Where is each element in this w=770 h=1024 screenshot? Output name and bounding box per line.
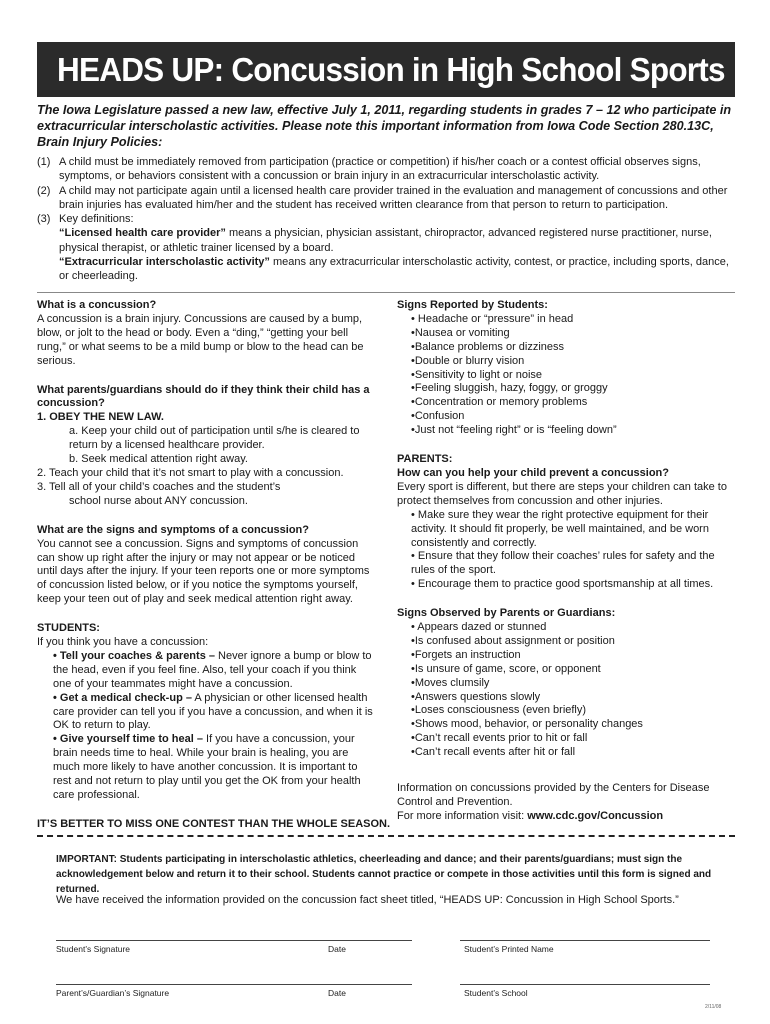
definition-item: “Extracurricular interscholastic activity” means any extracurricular interscholastic activity, contest, or practice, including sports, dance, or cheerleading. [59,256,729,283]
cut-line [37,835,735,837]
list-item: •Feeling sluggish, hazy, foggy, or groggy [411,382,608,395]
section-heading: STUDENTS: [37,622,100,635]
observed-section [397,607,737,760]
info-section: Information on concussions provided by the Centers for Disease Control and Prevention. For more information visit: www.cdc.gov/Concussion [397,782,710,822]
parents-action-section: What parents/guardians should do if they think their child has a concussion? 1. OBEY THE NEW LAW. a. Keep your child out of participation until s/he is cleared to return by a licensed healthcare provider. b. Seek medical attention right away. 2. Teach your child that it’s not smart to play with a concussion. 3. Tell all of your child’s coaches and the student’s school nurse about ANY concussion. [37,384,377,509]
list-item: • Ensure that they follow their coaches’ rules for safety and the rules of the sport. [411,550,715,577]
right-column [397,299,737,824]
intro-text: The Iowa Legislature passed a new law, effective July 1, 2011, regarding students in grades 7 – 12 who participate in extracurricular interscholastic activities. Please note this important information from Iowa Code Section 280.13C, Brain Injury Policies: [37,103,732,149]
cdc-link[interactable]: www.cdc.gov/Concussion [527,809,664,822]
prevent-section: PARENTS: How can you help your child prevent a concussion? Every sport is different, but there are steps your children can take to protect themselves from concussion and other injuries. • Make sure they wear the right protective equipment for their activity. It should fit properly, be well maintained, and be worn consistently and correctly. • Ensure that they follow their coaches’ rules for safety and the rules of the sport. • Encourage them to practice good sportsmanship at all times. [397,453,737,592]
title-banner [37,42,735,97]
list-item: •Nausea or vomiting [411,326,510,339]
what-is-section: What is a concussion? A concussion is a brain injury. Concussions are caused by a bump, blow, or jolt to the head or body. Even a “ding,” “getting your bell rung,” or what seems to be a mild bump or blow to the head can be serious. [37,299,377,369]
section-divider [37,292,735,293]
list-item: • Get a medical check-up – A physician or other licensed health care provider can tell you if you have a concussion, and when it is OK to return to play. [53,691,373,732]
list-item: • Appears dazed or stunned [411,621,547,634]
student-printed-name-label: Student’s Printed Name [464,944,554,954]
date-label: Date [328,988,346,998]
students-section: STUDENTS: If you think you have a concussion: • Tell your coaches & parents – Never ignore a bump or blow to the head, even if you feel fine. Also, tell your coach if you think one of your teammates might have a concussion. • Get a medical check-up – A physician or other licensed health care provider can tell you if you have a concussion, and when it is OK to return to play. • Give yourself time to heal – If you have a concussion, your brain needs time to heal. While your brain is healing, you are much more likely to have another concussion. It is important to rest and not return to play until you get the OK from your health care professional. [37,622,377,803]
form-code: 2/11/08 [705,1004,722,1010]
policy-item: (2) A child may not participate again until a licensed health care provider trained in the evaluation and management of concussions and other brain injuries has evaluated him/her and the student has received written clearance from that person to return to participation. [37,184,728,211]
list-item: •Is confused about assignment or position [411,634,615,647]
section-heading: What is a concussion? [37,299,157,311]
section-heading: PARENTS: [397,453,453,466]
list-item: •Double or blurry vision [411,354,525,367]
student-signature-label: Student’s Signature [56,944,131,954]
left-column [37,299,377,803]
student-school-label: Student’s School [464,988,528,998]
list-item: •Confusion [411,410,465,423]
section-heading: How can you help your child prevent a concussion? [397,466,669,479]
list-item: •Moves clumsily [411,676,490,689]
list-item: •Just not “feeling right” or is “feeling down” [411,424,617,437]
received-statement: We have received the information provided on the concussion fact sheet titled, “HEADS UP: Concussion in High School Sports.” [56,894,679,906]
page-title: HEADS UP: Concussion in High School Sports [57,51,725,88]
list-item: •Concentration or memory problems [411,396,588,409]
list-item: • Make sure they wear the right protective equipment for their activity. It should fit properly, be well maintained, and be worn consistently and correctly. [411,508,709,549]
important-notice: IMPORTANT: Students participating in interscholastic athletics, cheerleading and dance; and their parents/guardians; must sign the acknowledgement below and return it to their school. Students cannot practice or compete in those activities until this form is signed and returned. [56,854,712,895]
list-item: •Balance problems or dizziness [411,340,565,353]
list-item: • Encourage them to practice good sportsmanship at all times. [411,578,714,591]
section-heading: Signs Observed by Parents or Guardians: [397,607,616,620]
parent-signature-line[interactable] [56,984,412,985]
policy-list [37,155,737,284]
definition-item: “Licensed health care provider” means a physician, physician assistant, chiropractor, advanced registered nurse practitioner, nurse, physical therapist, or athletic trainer licensed by a board. [59,227,712,254]
student-printed-name-line[interactable] [460,940,710,941]
list-item: • Give yourself time to heal – If you have a concussion, your brain needs time to heal. While your brain is healing, you are much more likely to have another concussion. It is important to rest and not return to play until you get the OK from your health care professional. [53,733,361,801]
policy-item: (3) Key definitions: “Licensed health care provider” means a physician, physician assistant, chiropractor, advanced registered nurse practitioner, nurse, physical therapist, or athletic trainer licensed by a board. “Extracurricular interscholastic activity” means any extracurricular interscholastic activity, contest, or practice, including sports, dance, or cheerleading. [37,212,737,283]
section-heading: What parents/guardians should do if they think their child has a concussion? [37,383,370,410]
list-item: •Can’t recall events after hit or fall [411,746,576,759]
list-item: •Answers questions slowly [411,690,541,703]
list-item: •Sensitivity to light or noise [411,368,543,381]
signs-section: What are the signs and symptoms of a concussion? You cannot see a concussion. Signs and symptoms of concussion can show up right after the injury or may not appear or be noticed until days after the injury. If your teen reports one or more symptoms of concussion listed below, or if you notice the symptoms yourself, keep your teen out of play and seek medical attention right away. [37,524,377,607]
list-item: • Tell your coaches & parents – Never ignore a bump or blow to the head, even if you feel fine. Also, tell your coach if you think one of your teammates might have a concussion. [53,649,372,690]
policy-item: (1) A child must be immediately removed from participation (practice or competition) if his/her coach or a contest official observes signs, symptoms, or behaviors consistent with a concussion or brain injury in an extracurricular interscholastic activity. [37,156,701,183]
list-item: •Loses consciousness (even briefly) [411,704,587,717]
student-signature-line[interactable] [56,940,412,941]
list-item: • Headache or “pressure” in head [411,312,574,325]
date-label: Date [328,944,346,954]
section-heading: What are the signs and symptoms of a concussion? [37,523,309,536]
student-signs-section [397,299,737,438]
motto: IT’S BETTER TO MISS ONE CONTEST THAN THE WHOLE SEASON. [37,818,391,830]
list-item: •Is unsure of game, score, or opponent [411,662,601,675]
list-item: •Can’t recall events prior to hit or fall [411,732,588,745]
parent-signature-label: Parent’s/Guardian’s Signature [56,988,170,998]
list-item: •Forgets an instruction [411,648,521,661]
section-heading: Signs Reported by Students: [397,299,548,311]
student-school-line[interactable] [460,984,710,985]
list-item: •Shows mood, behavior, or personality changes [411,718,643,731]
